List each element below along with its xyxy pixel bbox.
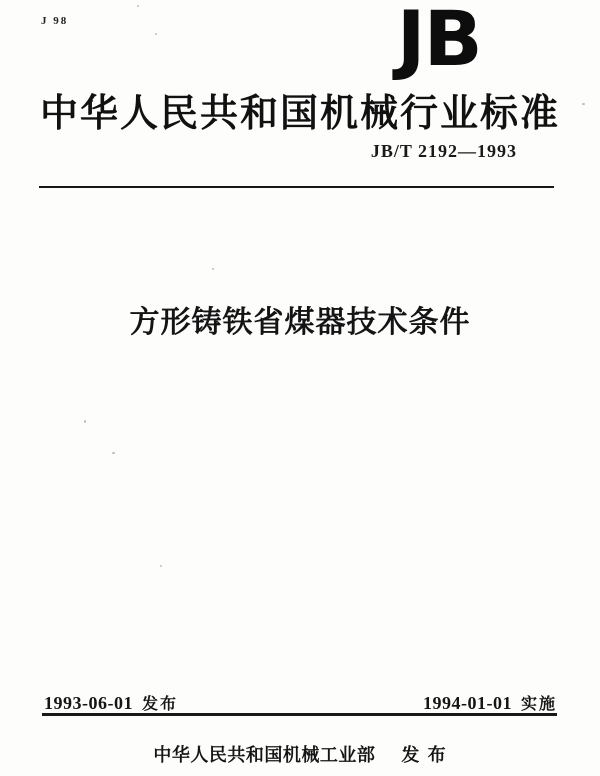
scan-speck [582, 103, 585, 105]
issue-date: 1993-06-01 [44, 693, 133, 713]
publish-label: 发 布 [401, 745, 447, 766]
scan-speck [137, 5, 139, 7]
scan-speck [155, 33, 157, 35]
issue-label: 发布 [142, 694, 179, 713]
org-title: 中华人民共和国机械行业标准 [39, 91, 560, 135]
publisher-name: 中华人民共和国机械工业部 [153, 745, 376, 766]
implementation-date-group [423, 691, 557, 714]
scan-speck [212, 268, 214, 270]
classification-code: J 98 [41, 15, 69, 27]
dates-row [44, 691, 557, 714]
scan-speck [112, 452, 115, 454]
top-rule [39, 186, 554, 188]
standard-number: JB/T 2192—1993 [370, 141, 517, 161]
issue-date-group [44, 691, 178, 714]
scan-speck [160, 565, 162, 567]
implementation-label: 实施 [520, 694, 557, 713]
bottom-rule [42, 713, 557, 716]
publisher-row [0, 741, 600, 767]
jb-logo: JB [396, 0, 481, 83]
scan-speck [84, 420, 86, 423]
document-title: 方形铸铁省煤器技术条件 [129, 305, 471, 340]
implementation-date: 1994-01-01 [422, 693, 512, 713]
